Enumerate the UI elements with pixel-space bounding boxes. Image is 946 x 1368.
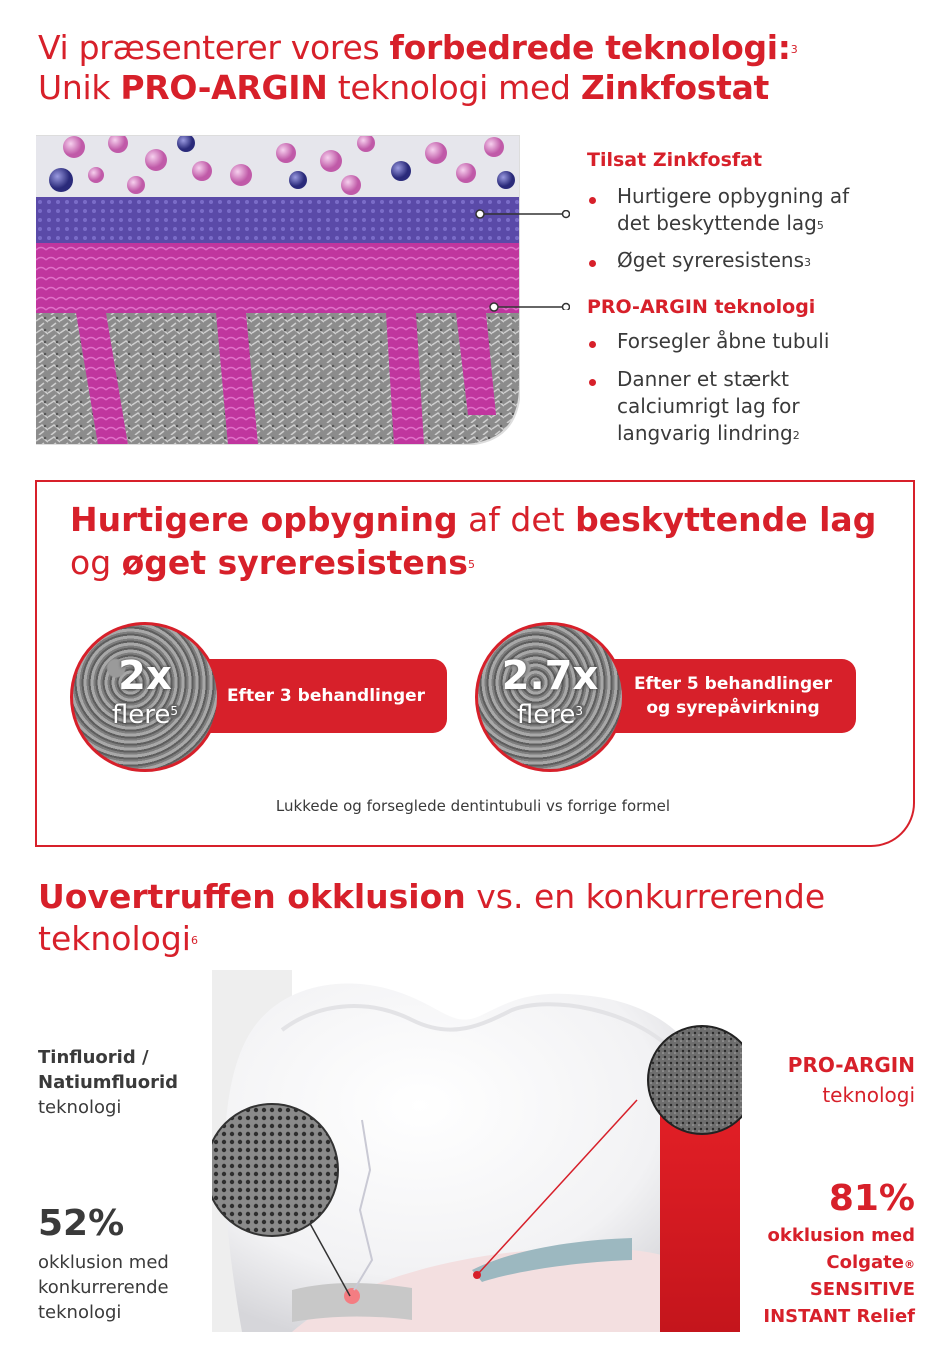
title-line2-mid: teknologi med [327,68,581,107]
title-line1-bold: forbedrede teknologi: [389,28,791,67]
competitor-desc-line1: okklusion med [38,1252,169,1273]
stat2-label [610,659,856,733]
results-heading-mid: af det [457,500,576,539]
competitor-desc-line3: teknologi [38,1302,122,1323]
zinc-bullet-1-sup: 5 [816,219,824,232]
results-heading-sup: 5 [467,558,475,571]
stat1-number: 2x [118,653,172,699]
tooth-illustration [212,970,742,1332]
proargin-label [788,1050,915,1110]
competitor-desc-line2: konkurrerende [38,1277,169,1298]
title-line2-bold: PRO-ARGIN [120,68,328,107]
competitor-percent: 52% [38,1203,125,1244]
proargin-title: PRO-ARGIN teknologi [587,296,816,318]
stat2-number: 2.7x [501,653,599,699]
results-heading-line2-pre: og [70,543,122,582]
proargin-bullet-2-line2: calciumrigt lag for [617,394,800,418]
stat2-label-line1: Efter 5 behandlinger [633,674,833,694]
competitor-desc [38,1250,169,1325]
title-line1-sup: 3 [790,43,798,56]
stat1-sup: 5 [170,704,179,718]
stat2-sub [478,700,622,730]
proargin-bullet-2-marker [589,372,599,382]
title-line2-text: Unik [38,68,121,107]
zinc-bullet-2 [617,247,811,274]
zinc-bullet-1 [617,183,849,237]
stat1-sub-text: flere [111,700,171,730]
proargin-bullet-2-line1: Danner et stærkt [617,367,789,391]
results-footnote: Lukkede og forseglede dentintubuli vs forrige formel [275,797,671,815]
occlusion-heading [38,876,918,960]
enamel-layer-illustration [36,135,520,445]
stat2-label-line2: og syrepåvirkning [646,698,820,718]
occlusion-heading-rest: vs. en konkurrerende [465,877,826,916]
proargin-bullet-2-line3: langvarig lindring [617,421,793,445]
proargin-desc-line2: Colgate [826,1252,904,1273]
stat2-circle [475,622,625,772]
zinc-bullet-2-marker [589,253,599,263]
occlusion-heading-sup: 6 [190,934,198,947]
proargin-desc [763,1222,915,1330]
proargin-bullet-2-sup: 2 [792,429,800,442]
callout-connector-ends [520,210,570,310]
zinc-bullet-2-text: Øget syreresistens [617,248,805,272]
page-title [38,28,918,108]
proargin-desc-line1: okklusion med [767,1225,915,1246]
occlusion-heading-line2: teknologi [38,919,191,958]
proargin-desc-reg: ® [904,1258,915,1271]
proargin-percent: 81% [828,1178,915,1219]
competitor-title-line1: Tinfluorid / [38,1047,149,1068]
zinc-title: Tilsat Zinkfosfat [587,149,763,171]
zinc-bullet-1-line1: Hurtigere opbygning af [617,184,850,208]
proargin-bullet-1-marker [589,334,599,344]
competitor-title-line3: teknologi [38,1097,122,1118]
occlusion-heading-bold: Uovertruffen okklusion [38,877,466,916]
proargin-bullet-2 [617,366,800,447]
proargin-label-line2: teknologi [822,1083,915,1107]
results-heading-bold2: beskyttende lag [575,500,877,539]
competitor-title [38,1045,178,1120]
stat2-sub-text: flere [516,700,576,730]
proargin-label-line1: PRO-ARGIN [787,1053,915,1077]
results-heading-bold1: Hurtigere opbygning [70,500,458,539]
stat1-circle [70,622,220,772]
zinc-bullet-2-sup: 3 [804,256,812,269]
zinc-bullet-1-marker [589,190,599,200]
proargin-desc-line4: INSTANT Relief [763,1306,915,1327]
stat1-label: Efter 3 behandlinger [205,659,447,733]
stat2-sup: 3 [575,704,584,718]
proargin-desc-line3: SENSITIVE [809,1279,915,1300]
results-heading-bold3: øget syreresistens [121,543,468,582]
proargin-bullet-1: Forsegler åbne tubuli [617,329,830,353]
title-line2-bold2: Zinkfostat [580,68,770,107]
zinc-bullet-1-line2: det beskyttende lag [617,211,817,235]
title-line1-text: Vi præsenterer vores [38,28,390,67]
results-heading [70,498,900,584]
stat1-sub [73,700,217,730]
competitor-title-line2: Natiumfluorid [38,1072,179,1093]
